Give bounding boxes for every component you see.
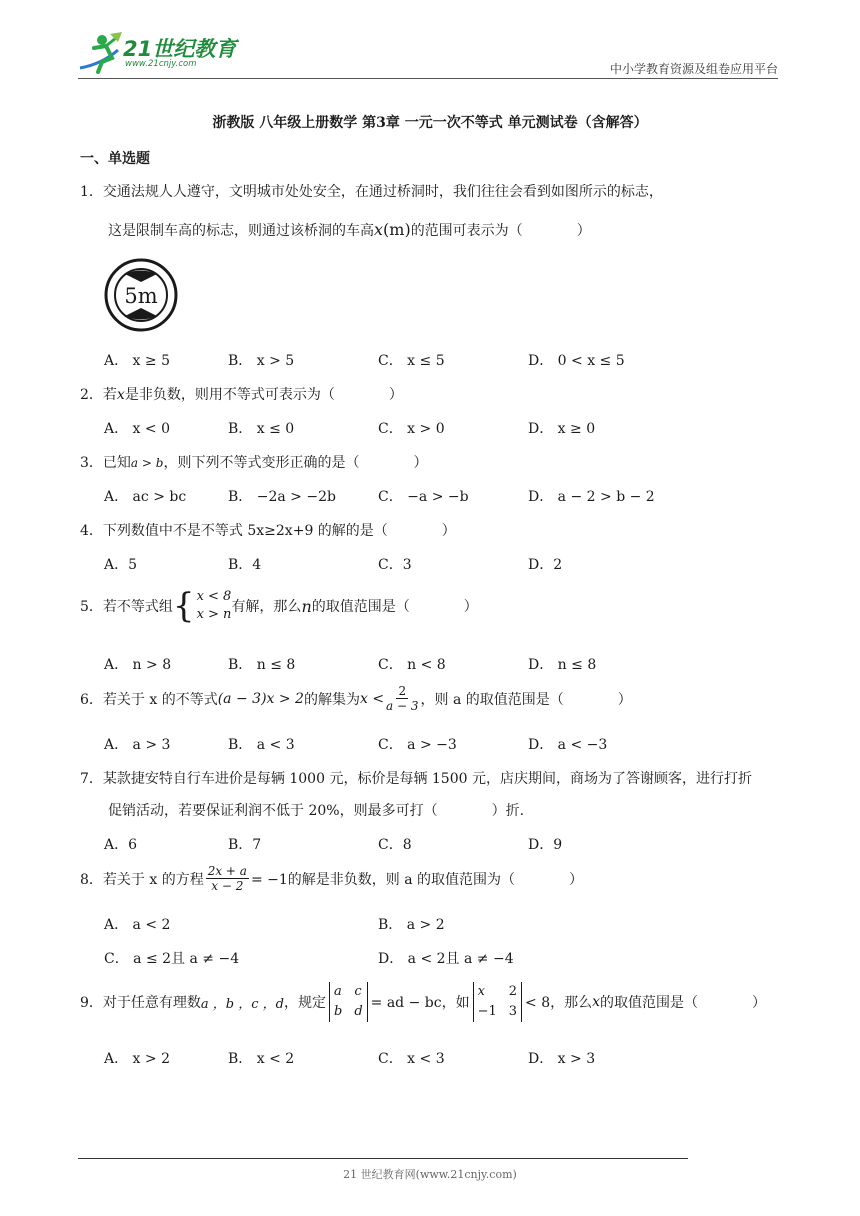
q6-option-b: B． a < 3	[228, 737, 295, 753]
q7-option-b: B．7	[228, 837, 262, 853]
q9-option-b: B． x < 2	[228, 1051, 295, 1067]
sign-label: 5m	[124, 284, 158, 308]
q9-option-d: D． x > 3	[528, 1051, 596, 1067]
q1-option-d: D． 0 < x ≤ 5	[528, 353, 625, 369]
question-7-line-2: 促销活动，若要保证利润不低于 20%，则最多可打（ ）折.	[108, 803, 525, 819]
q2-option-b: B． x ≤ 0	[228, 421, 295, 437]
q7-option-d: D．9	[528, 837, 563, 853]
height-limit-sign-icon	[103, 258, 179, 332]
question-4: 4．下列数值中不是不等式 5x≥2x+9 的解的是（ ）	[80, 523, 456, 539]
q1-option-a: A． x ≥ 5	[104, 353, 170, 369]
q8-option-d: D． a < 2且 a ≠ −4	[378, 951, 514, 967]
q4-option-c: C．3	[378, 557, 412, 573]
question-9: 9． 对于任意有理数 a ，b ，c ，d ，规定 a c b d = ad − bc，如 x 2 −1 3 < 8，那么 x 的取值范围是（ ）	[80, 982, 766, 1022]
q9-option-a: A． x > 2	[104, 1051, 170, 1067]
question-7-line-1: 7．某款捷安特自行车进价是每辆 1000 元，标价是每辆 1500 元，店庆期间，商场为了答谢顾客，进行打折	[80, 771, 752, 787]
q4-option-d: D．2	[528, 557, 563, 573]
q5-option-d: D． n ≤ 8	[528, 657, 597, 673]
q5-option-b: B． n ≤ 8	[228, 657, 296, 673]
inequality-system: { x < 8 x > n	[172, 586, 232, 626]
q6-option-c: C． a > −3	[378, 737, 457, 753]
logo-text: 21世纪教育	[123, 37, 237, 61]
q6-option-a: A． a > 3	[104, 737, 171, 753]
q1-option-b: B． x > 5	[228, 353, 295, 369]
q2-option-a: A． x < 0	[104, 421, 170, 437]
q6-option-d: D． a < −3	[528, 737, 608, 753]
q8-option-b: B． a > 2	[378, 917, 445, 933]
q4-option-b: B．4	[228, 557, 262, 573]
q7-option-a: A．6	[104, 837, 138, 853]
q5-option-c: C． n < 8	[378, 657, 446, 673]
section-heading: 一、单选题	[80, 151, 150, 167]
footer-text: 21 世纪教育网(www.21cnjy.com)	[343, 1168, 517, 1181]
q3-option-b: B． −2a > −2b	[228, 489, 336, 505]
q5-option-a: A． n > 8	[104, 657, 172, 673]
header-divider	[78, 78, 778, 79]
fraction: $\frac{2x + a}{x - 2}$	[207, 864, 247, 893]
q2-option-c: C． x > 0	[378, 421, 445, 437]
logo-url: www.21cnjy.com	[125, 59, 197, 69]
determinant-example: x 2 −1 3	[473, 982, 522, 1022]
question-1-line-2: 这是限制车高的标志，则通过该桥洞的车高x(m)的范围可表示为（ ）	[108, 220, 591, 239]
fraction: $\frac{2}{a - 3}$	[386, 684, 419, 713]
q3-option-d: D． a − 2 > b − 2	[528, 489, 655, 505]
header-platform-text: 中小学教育资源及组卷应用平台	[609, 62, 778, 76]
q1-option-c: C． x ≤ 5	[378, 353, 445, 369]
determinant: a c b d	[329, 982, 368, 1022]
q7-option-c: C．8	[378, 837, 412, 853]
q8-option-c: C． a ≤ 2且 a ≠ −4	[104, 951, 240, 967]
q4-option-a: A．5	[104, 557, 138, 573]
q8-option-a: A． a < 2	[104, 917, 171, 933]
question-6: 6． 若关于 x 的不等式 (a − 3)x > 2 的解集为 x < $\frac{2}{a - 3}$ ，则 a 的取值范围是（ ）	[80, 684, 632, 713]
footer-divider	[78, 1158, 688, 1159]
question-2: 2．若x是非负数，则用不等式可表示为（ ）	[80, 387, 403, 403]
question-5: 5． 若不等式组 { x < 8 x > n 有解，那么 n 的取值范围是（ ）	[80, 586, 478, 626]
question-3: 3．已知a > b，则下列不等式变形正确的是（ ）	[80, 455, 428, 471]
question-1-line-1: 1．交通法规人人遵守，文明城市处处安全，在通过桥洞时，我们往往会看到如图所示的标志，	[80, 184, 663, 200]
q2-option-d: D． x ≥ 0	[528, 421, 596, 437]
q3-option-a: A． ac > bc	[104, 489, 187, 505]
page-title: 浙教版 八年级上册数学 第3章 一元一次不等式 单元测试卷（含解答）	[212, 115, 648, 131]
q9-option-c: C． x < 3	[378, 1051, 445, 1067]
question-8: 8． 若关于 x 的方程 $\frac{2x + a}{x - 2}$ = −1的解是非负数，则 a 的取值范围为（ ）	[80, 864, 584, 893]
q3-option-c: C． −a > −b	[378, 489, 469, 505]
